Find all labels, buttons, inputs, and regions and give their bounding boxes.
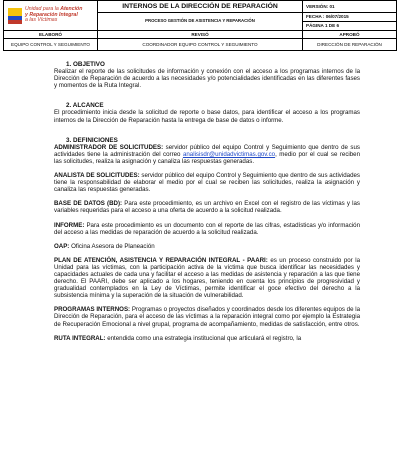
definition-term: ANALISTA DE SOLICITUDES: bbox=[54, 172, 140, 180]
fecha-label: FECHA : 06/07/2015 bbox=[303, 13, 397, 22]
aprobo-label: APROBÓ bbox=[303, 31, 397, 39]
definition-term: ADMINISTRADOR DE SOLICITUDES: bbox=[54, 143, 164, 151]
definition-text: , medio por el cual se reciben las solicitudes, realiza la asignación y canaliza las respuestas generadas. bbox=[54, 150, 361, 165]
logo-text bbox=[25, 7, 82, 23]
reviso-label: REVISÓ bbox=[98, 31, 303, 39]
definition-term: OAP: bbox=[54, 242, 70, 250]
definition-text: servidor público del equipo Control y Seguimiento que dentro de sus actividades tiene la administración del correo bbox=[54, 143, 360, 158]
reviso-value: COORDINADOR EQUIPO CONTROL Y SEGUIMIENTO bbox=[98, 39, 303, 51]
document-header-table bbox=[3, 0, 397, 51]
aprobo-value: DIRECCIÓN DE REPARACIÓN bbox=[303, 39, 397, 51]
email-link[interactable]: analisisdr@unidadvictimas.gov.co bbox=[182, 150, 276, 158]
colombia-flag-icon bbox=[8, 8, 22, 24]
definition-ruta-integral bbox=[54, 335, 360, 342]
definition-text: Programas o proyectos diseñados y coordinados desde los diferentes equipos de la Dirección de Reparación, para el acceso de las víctimas a la reparación integral como por ejemplo la Estrategia de Recuperación Emocional a nivel grupal, programa de acompañamiento, medidas de satisfacción, entre otros. bbox=[54, 306, 360, 328]
definition-text: entendida como una estrategia institucional que articulará el registro, la bbox=[105, 334, 302, 342]
definition-text: Para este procedimiento es un documento con el reporte de las cifras, estadísticas y/o información del acceso a las medidas de reparación de acuerdo a la solicitud realizada. bbox=[54, 221, 360, 236]
definition-paari bbox=[54, 257, 360, 300]
definition-programas-internos bbox=[54, 306, 360, 327]
alcance-text: El procedimiento inicia desde la solicitud de reporte o base datos, para identificar el acceso a los programas internos de la Dirección de Reparación hasta la entrega de base de datos o informe. bbox=[54, 109, 360, 124]
logo-line1: Unidad para la bbox=[25, 6, 59, 13]
objetivo-heading: 1. OBJETIVO bbox=[66, 61, 105, 68]
unidad-victimas-logo bbox=[4, 3, 97, 29]
document-title: INTERNOS DE LA DIRECCIÓN DE REPARACIÓN bbox=[98, 1, 303, 13]
logo-line2: y Reparación Integral bbox=[25, 11, 78, 18]
definition-base-de-datos bbox=[54, 200, 360, 214]
logo-line3: a las Víctimas bbox=[25, 17, 58, 24]
definition-analista bbox=[54, 172, 360, 193]
alcance-heading: 2. ALCANCE bbox=[66, 102, 104, 110]
elaboro-value: EQUIPO CONTROL Y SEGUIMIENTO bbox=[4, 39, 98, 51]
definition-term: RUTA INTEGRAL: bbox=[54, 334, 106, 342]
document-body bbox=[54, 61, 360, 342]
pagina-label: PÁGINA 1 DE 6 bbox=[303, 22, 397, 31]
definition-term: BASE DE DATOS (BD): bbox=[54, 200, 123, 208]
objetivo-text: Realizar el reporte de las solicitudes de información y conexión con el acceso a los programas internos de la Dirección de Reparación de acuerdo a las necesidades y/o potencialidades identificadas en las diferentes fases y momentos de la Ruta Integral. bbox=[54, 68, 360, 90]
elaboro-label: ELABORÓ bbox=[4, 31, 98, 39]
definition-administrador bbox=[54, 144, 360, 165]
definition-text: Para este procedimiento, es un archivo en Excel con el registro de las víctimas y las variables requeridas para el acceso a una oferta de acuerdo a la solicitud realizada. bbox=[54, 200, 360, 215]
definition-term: PLAN DE ATENCIÓN, ASISTENCIA Y REPARACIÓN INTEGRAL - PAARI: bbox=[54, 256, 268, 264]
logo-cell bbox=[4, 1, 98, 31]
definition-term: INFORME: bbox=[54, 221, 85, 229]
logo-bold: Atención bbox=[60, 6, 83, 13]
definiciones-heading: 3. DEFINICIONES bbox=[66, 136, 118, 144]
definition-informe bbox=[54, 222, 360, 236]
process-name: PROCESO GESTIÓN DE ASISTENCIA Y REPARACIÓN bbox=[98, 13, 303, 31]
definition-oap bbox=[54, 243, 360, 250]
definition-term: PROGRAMAS INTERNOS: bbox=[54, 306, 131, 314]
definition-text: Oficina Asesora de Planeación bbox=[69, 242, 155, 250]
version-label: VERSIÓN: 01 bbox=[303, 1, 397, 13]
definition-text: servidor público del equipo Control y Seguimiento que dentro de sus actividades tiene la responsabilidad de elaborar el medio por el cual se reciben las solicitudes, realiza la asignación y canaliza las respuestas generadas. bbox=[54, 172, 360, 194]
definition-text: es un proceso construido por la Unidad para las víctimas, con la participación activa de la víctima que busca identificar las necesidades y capacidades actuales de cada una y facilitar el acceso a las medidas de asistencia y reparación a las que tiene derecho. El PAARI, debe ser aplicado a los hogares, teniendo en cuenta los principios de progresividad y gradualidad contemplados en la Ley de Víctimas, permite identificar el goce efectivo del derecho a la subsistencia mínima y la superación de la situación de vulnerabilidad. bbox=[54, 256, 360, 300]
